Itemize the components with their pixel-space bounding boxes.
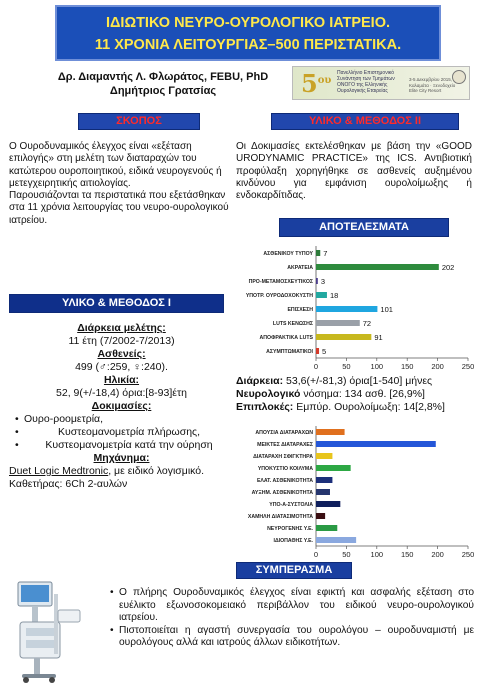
value-label: 91 <box>374 333 383 342</box>
bar <box>316 348 319 354</box>
bar <box>316 477 332 483</box>
chart-symptoms-svg <box>234 244 474 372</box>
category-label: ΕΛΑΤ. ΑΣΘΕΝΙΚΟΤΗΤΑ <box>256 478 313 484</box>
study-duration-label: Διάρκεια μελέτης: <box>77 322 166 334</box>
bar <box>316 250 320 256</box>
aim-paragraph-2: Παρουσιάζονται τα περιστατικά που εξετάσθηκαν στα 11 χρόνια λειτουργίας του νευρο-ουρολογικού ιατρείου. <box>9 190 229 226</box>
conclusions-header: ΣΥΜΠΕΡΑΣΜΑ <box>236 562 352 579</box>
stat-duration: Διάρκεια: 53,6(+/-81,3) όρια[1-540] μήνες <box>236 375 433 387</box>
value-label: 18 <box>329 291 339 300</box>
category-label: ΑΣΘΕΝΙΚΟΥ ΤΥΠΟΥ <box>263 251 313 257</box>
value-label: 202 <box>441 263 455 272</box>
title-line-2: 11 ΧΡΟΝΙΑ ΛΕΙΤΟΥΡΓΙΑΣ–500 ΠΕΡΙΣΤΑΤΙΚΑ. <box>94 37 402 53</box>
value-label: 72 <box>362 319 372 328</box>
category-label: ΑΥΞΗΜ. ΑΣΘΕΝΙΚΟΤΗΤΑ <box>251 490 313 496</box>
category-label: ΙΔΙΟΠΑΘΗΣ Υ.Ε. <box>273 538 313 544</box>
machine-description <box>9 465 234 478</box>
results-stats <box>236 375 476 414</box>
emblem-icon <box>452 70 466 84</box>
methods-2-text: Οι Δοκιμασίες εκτελέσθηκαν με βάση την «GOOD URODYNAMIC PRACTICE» της ICS. Αντιβιοτική προφύλαξη χορηγήθηκε σε ασθενείς αυξημένου κινδύνου για εμφάνιση ουρολοίμωξης ή ενδοκαρδίτιδας. <box>236 141 472 202</box>
urodynamic-device-image <box>14 580 90 684</box>
catheter-text: Καθετήρας: 6Ch 2-αυλών <box>9 478 128 490</box>
machine-name: Duet Logic Medtronic <box>9 465 109 477</box>
methods-2-header: ΥΛΙΚΟ & ΜΕΘΟΔΟΣ ΙΙ <box>271 113 459 130</box>
x-tick-label: 50 <box>342 550 351 559</box>
bar <box>316 525 337 531</box>
chart-symptoms <box>234 244 474 372</box>
bar <box>316 278 318 284</box>
test-item-3: • Κυστεομανομετρία κατά την ούρηση <box>15 439 234 452</box>
logo-text: Πανελλήνιο Επιστημονικό Συνάντηση των Τμημάτων ΟΝΟΓΟ της Ελληνικής Ουρολογικής Εταιρείας <box>337 70 395 94</box>
stat-neuro: Νευρολογικό νόσημα: 134 ασθ. [26,9%] <box>236 388 425 400</box>
category-label: ΜΕΙΚΤΕΣ ΔΙΑΤΑΡΑΧΕΣ <box>257 442 313 448</box>
category-label: ΥΠΟΚΥΣΤΙΟ ΚΟΙΛΥΜΑ <box>257 466 313 472</box>
bar <box>316 501 340 507</box>
bar <box>316 441 436 447</box>
x-tick-label: 250 <box>461 362 475 371</box>
category-label: ΥΠΟ-Α-ΣΥΣΤΟΛΙΑ <box>269 502 313 508</box>
value-label: 101 <box>380 305 393 314</box>
patients-label: Ασθενείς: <box>97 348 146 360</box>
category-label: LUTS ΚΕΝΩΣΗΣ <box>272 321 313 327</box>
title-line-1: ΙΔΙΩΤΙΚΟ ΝΕΥΡΟ-ΟΥΡΟΛΟΓΙΚΟ ΙΑΤΡΕΙΟ. <box>105 15 391 31</box>
x-tick-label: 150 <box>400 550 414 559</box>
category-label: ΥΠΟΤΡ. ΟΥΡΟΔΟΧΟΚΥΣΤΗ <box>245 293 313 299</box>
x-tick-label: 100 <box>370 550 384 559</box>
bar <box>316 537 356 543</box>
x-tick-label: 100 <box>370 362 384 371</box>
study-duration-value: 11 έτη (7/2002-7/2013) <box>68 335 175 347</box>
bar <box>316 320 360 326</box>
x-tick-label: 250 <box>461 550 475 559</box>
logo-side-text: 3-5 Δεκεμβρίου 2015, Καλαμάτα · Ξενοδοχείο Elite City Resort <box>409 77 456 93</box>
aim-section <box>9 141 237 227</box>
bar <box>316 465 351 471</box>
category-label: ΝΕΥΡΟΓΕΝΗΣ Υ.Ε. <box>267 526 313 532</box>
patients-value: 499 (♂:259, ♀:240). <box>75 361 168 373</box>
machine-rest: , με ειδικό λογισμικό. <box>108 465 205 477</box>
results-header: ΑΠΟΤΕΛΕΣΜΑΤΑ <box>279 218 449 237</box>
x-tick-label: 200 <box>431 550 444 559</box>
bar <box>316 453 332 459</box>
test-item-2: • Κυστεομανομετρία πλήρωσης, <box>15 426 234 439</box>
bar <box>316 306 377 312</box>
bar <box>316 489 330 495</box>
age-label: Ηλικία: <box>103 374 140 386</box>
author-1: Δρ. Διαμαντής Λ. Φλωράτος, FEBU, PhD <box>57 71 269 83</box>
category-label: ΑΠΟΥΣΙΑ ΔΙΑΤΑΡΑΧΩΝ <box>255 430 313 436</box>
bar <box>316 513 325 519</box>
chart-diagnoses <box>234 424 474 560</box>
value-label: 5 <box>322 347 327 356</box>
methods-1-header: ΥΛΙΚΟ & ΜΕΘΟΔΟΣ Ι <box>9 294 224 313</box>
chart-diagnoses-svg <box>234 424 474 560</box>
methods-1-section <box>9 322 234 491</box>
x-tick-label: 200 <box>431 362 444 371</box>
logo-number: $5^{o\upsilon}$ <box>301 69 332 98</box>
machine-label: Μηχάνημα: <box>93 452 150 464</box>
author-2: Δημήτριος Γρατσίας <box>109 85 217 97</box>
tests-list <box>9 413 234 452</box>
test-item-1: • Ουρο-ροομετρία, <box>15 413 234 426</box>
value-label: 7 <box>323 249 328 258</box>
tests-label: Δοκιμασίες: <box>91 400 152 412</box>
category-label: ΔΙΑΤΑΡΑΧΗ ΣΦΙΓΚΤΗΡΑ <box>253 454 313 460</box>
x-tick-label: 150 <box>400 362 414 371</box>
x-tick-label: 50 <box>342 362 351 371</box>
stat-complications: Επιπλοκές: Εμπύρ. Ουρολοίμωξη: 14[2,8%] <box>236 401 445 413</box>
category-label: ΠΡΟ-ΜΕΤΑΜΟΣΧΕΥΤΙΚΟΣ <box>248 279 313 285</box>
authors <box>28 70 298 98</box>
category-label: ΑΚΡΑΤΕΙΑ <box>287 265 313 271</box>
bar <box>316 429 345 435</box>
conclusions-list <box>110 587 474 650</box>
age-value: 52, 9(+/-18,4) όρια:[8-93]έτη <box>56 387 187 399</box>
conclusion-2: • Πιστοποιείται η αγαστή συνεργασία του ουρολόγου – ουροδυναμιστή με ουρολόγους αλλά και ιατρούς άλλων ειδικοτήτων. <box>110 625 474 650</box>
x-tick-label: 0 <box>313 550 319 559</box>
value-label: 3 <box>320 277 325 286</box>
conclusions-section <box>110 587 474 650</box>
bar <box>316 334 371 340</box>
x-tick-label: 0 <box>313 362 319 371</box>
category-label: ΑΣΥΜΠΤΩΜΑΤΙΚΟΙ <box>266 349 313 355</box>
conclusion-1: • Ο πλήρης Ουροδυναμικός έλεγχος είναι εφικτή και ασφαλής εξέταση στο ευέλικτο εξωνοσοκομειακό περιβάλλον του ειδικού νευρο-ουρολογικού ιατρείου. <box>110 587 474 625</box>
aim-paragraph-1: Ο Ουροδυναμικός έλεγχος είναι «εξέταση επιλογής» στη μελέτη των διαταραχών του κατώτερου ουροποιητικού, ειδικά νευρογενούς ή μετεγχειρητικής αιτιολογίας. <box>9 141 222 189</box>
bar <box>316 264 439 270</box>
category-label: ΕΠΙΣΧΕΣΗ <box>287 307 313 313</box>
bar <box>316 292 327 298</box>
category-label: ΑΠΟΦΡΑΚΤΙΚΑ LUTS <box>259 335 313 341</box>
conference-logo <box>292 66 470 100</box>
aim-header: ΣΚΟΠΟΣ <box>78 113 200 130</box>
poster-title <box>55 5 441 61</box>
category-label: ΧΑΜΗΛΗ ΔΙΑΤΑΣΙΜΟΤΗΤΑ <box>247 514 313 520</box>
